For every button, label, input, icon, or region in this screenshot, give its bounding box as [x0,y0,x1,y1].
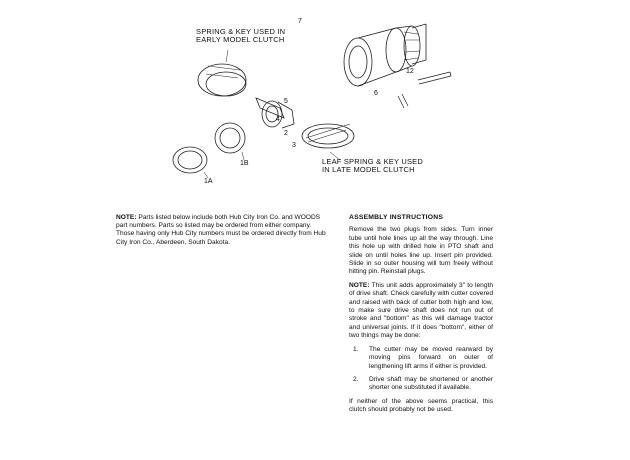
parts-note-text: Parts listed below include both Hub City Iron Co. and WOODS part numbers. Parts so listed may be ordered from either company. Those having only Hub City numbers must be ordered directly from Hub City Iron Co., Aberdeen, South Dakota. [116,214,326,246]
assembly-note-lead: NOTE: [349,281,370,289]
ring-1b [215,123,245,153]
part-number-5: 5 [284,98,288,105]
list-item-number: 1. [353,345,359,353]
part-number-4: 4 [276,116,280,123]
parts-note [116,214,330,247]
exploded-parts-diagram [160,10,480,190]
part-number-6: 6 [374,90,378,97]
list-item-text: Drive shaft may be shortened or another shorter one substituted if available. [369,375,493,392]
list-item-number: 2. [353,375,359,383]
assembly-note-text: This unit adds approximately 3" to length of drive shaft. Check carefully with cutter covered and raised with back of cutter both high and low, to make sure drive shaft does not run out of stroke and "bottom" as this will damage tractor and universal joints. If it does "bottom", either of two things may be done: [349,281,493,340]
part-number-1b: 1B [240,160,249,167]
callout-early-model: SPRING & KEY USED IN EARLY MODEL CLUTCH [196,27,286,44]
list-item [349,346,493,371]
part-number-12: 12 [406,68,414,75]
list-item [349,376,493,393]
part-number-3: 3 [292,142,296,149]
assembly-note [349,282,493,341]
callout-late-model: LEAF SPRING & KEY USED IN LATE MODEL CLUTCH [322,157,423,174]
assembly-closing: If neither of the above seems practical, this clutch should probably not be used. [349,397,493,414]
list-item-text: The cutter may be moved rearward by moving pins forward on outer of lengthening lift arms if either is provided. [369,345,493,370]
assembly-paragraph: Remove the two plugs from sides. Turn inner tube until hole lines up all the way through. Line this hole up with drilled hole in PTO shaft and slide on until holes line up. Insert pin provided. Slide in so outer housing will turn freely without hitting pin. Reinstall plugs. [349,226,493,276]
housing-body-outline [358,28,396,86]
part-number-7: 7 [298,18,302,25]
early-spring [198,64,246,96]
pin-shape [418,72,451,84]
assembly-instructions [349,214,493,420]
assembly-title: ASSEMBLY INSTRUCTIONS [349,214,444,221]
assembly-options-list [349,346,493,393]
housing-front-ring [344,38,372,86]
housing-inner-ring [349,46,367,78]
parts-note-lead: NOTE: [116,214,137,221]
part-number-2: 2 [284,130,288,137]
part-number-1a: 1A [204,178,213,185]
